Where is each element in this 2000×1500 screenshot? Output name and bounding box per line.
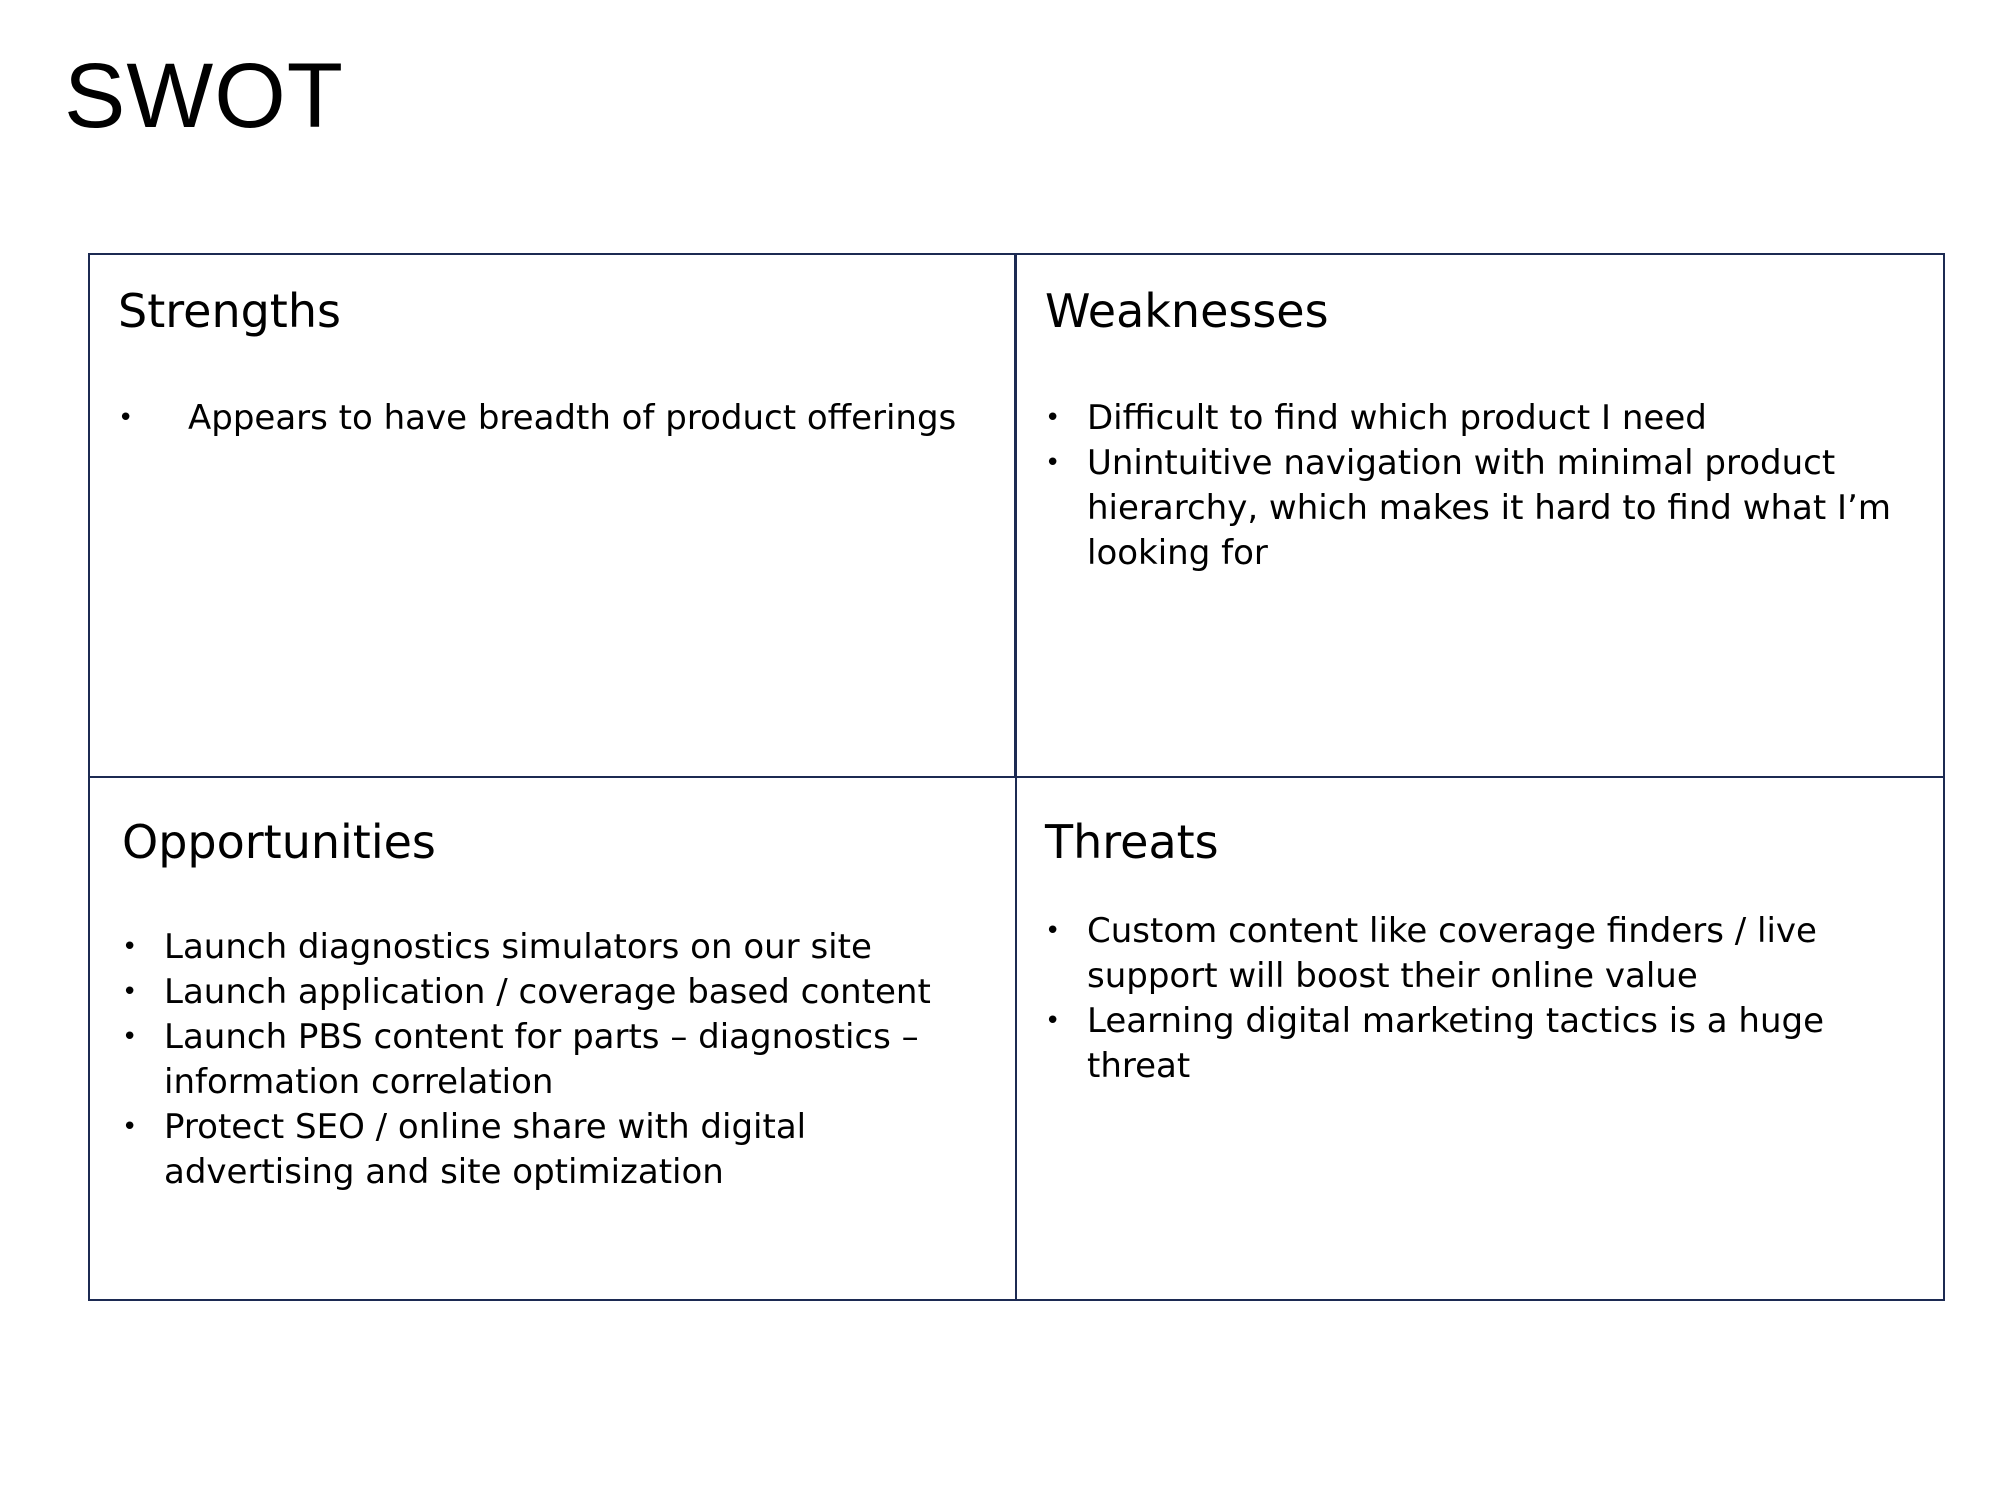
list-item [1045,441,1925,576]
list-item-text: Protect SEO / online share with digital advertising and site optimization [164,1106,807,1192]
list-item [122,1105,995,1195]
list-item-text: Launch PBS content for parts – diagnostics – information correlation [164,1016,919,1102]
list-item-text: Launch diagnostics simulators on our site [164,926,872,967]
bullet-icon: • [122,1021,138,1052]
list-item [1045,909,1925,999]
bullet-icon: • [1045,915,1061,946]
slide-title: SWOT [64,45,344,147]
list-item-text: Learning digital marketing tactics is a huge threat [1087,1000,1824,1086]
list-item [122,925,995,970]
list-item-text: Appears to have breadth of product offerings [188,397,957,438]
weaknesses-heading: Weaknesses [1045,284,1329,338]
strengths-quadrant [90,255,1017,778]
bullet-icon: • [122,931,138,962]
opportunities-heading: Opportunities [122,815,436,869]
weaknesses-list [1045,396,1925,576]
swot-grid [88,253,1945,1301]
strengths-heading: Strengths [118,284,341,338]
opportunities-list [122,925,995,1195]
list-item-text: Difficult to find which product I need [1087,397,1707,438]
list-item [1045,999,1925,1089]
opportunities-quadrant [90,778,1017,1299]
bullet-icon: • [122,976,138,1007]
list-item-text: Unintuitive navigation with minimal product hierarchy, which makes it hard to find what I’m looking for [1087,442,1891,573]
weaknesses-quadrant [1017,255,1945,778]
list-item-text: Launch application / coverage based content [164,971,931,1012]
threats-heading: Threats [1045,815,1219,869]
list-item [122,1015,995,1105]
list-item-text: Custom content like coverage finders / live support will boost their online value [1087,910,1817,996]
bullet-icon: • [1045,447,1061,478]
bullet-icon: • [1045,402,1061,433]
bullet-icon: • [1045,1005,1061,1036]
strengths-list [118,396,994,441]
threats-quadrant [1017,778,1945,1299]
list-item [118,396,994,441]
list-item [122,970,995,1015]
bullet-icon: • [122,1111,138,1142]
threats-list [1045,909,1925,1089]
list-item [1045,396,1925,441]
bullet-icon: • [118,402,134,433]
